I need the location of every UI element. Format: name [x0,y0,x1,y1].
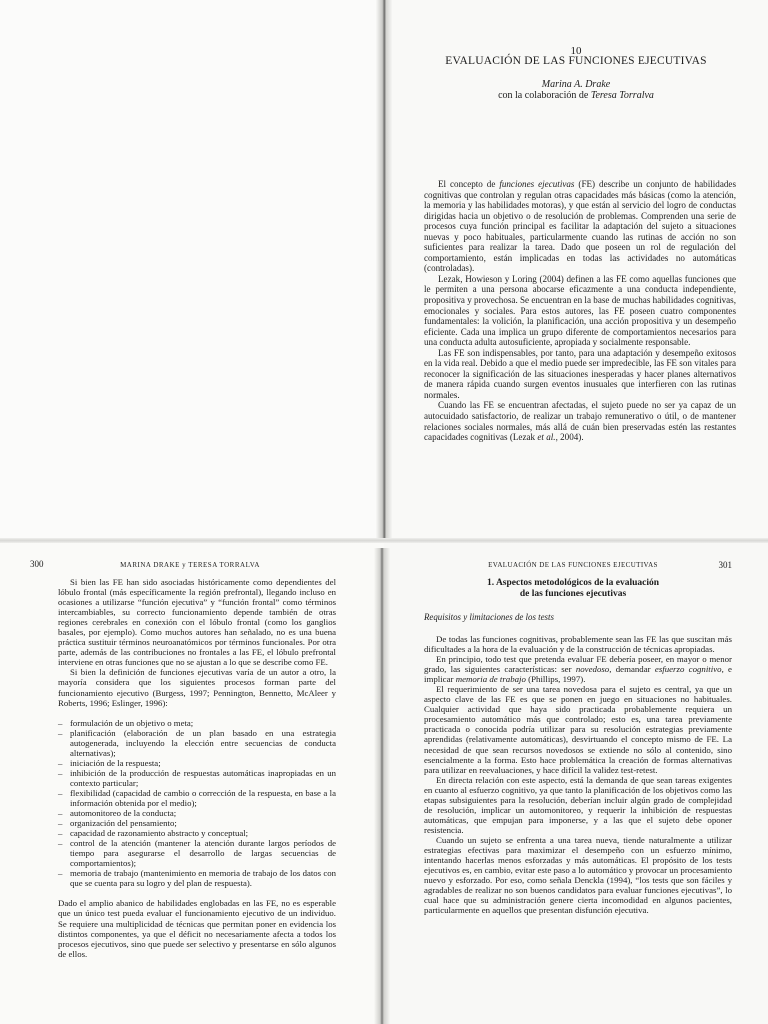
page-seam [0,538,768,543]
page-301 [384,540,768,1024]
blank-page [0,0,384,540]
chapter-number: 10 [570,45,582,57]
section-title-line: de las funciones ejecutivas [519,589,627,599]
list-item: – automonitoreo de la conducta; [58,808,336,818]
chapter-collaboration [384,90,768,101]
text-run: , e implicar [424,664,732,685]
text-run: , 2004). [555,432,584,443]
paragraph [424,654,732,684]
collab-prefix: con la colaboración de [498,90,591,101]
emphasis: funciones ejecutivas [499,179,575,189]
binding-gutter [374,548,390,1024]
paragraph: Dado el amplio abanico de habilidades englobadas en las FE, no es esperable que un único test pueda evaluar el funcionamiento ejecutivo de un individuo. Se requiere una multiplicidad de técnicas que permitan poner en evidencia los distintos componentes, ya que el déficit no necesariamente afecta a todos los procesos ejecutivos, sino que puede ser selectivo y presentarse en sólo algunos de ellos. [58,898,336,959]
page-300 [0,540,384,1024]
list-item: – formulación de un objetivo o meta; [58,718,336,728]
paragraph: Si bien las FE han sido asociadas históricamente como dependientes del lóbulo frontal (más específicamente la región prefrontal), llegando incluso en ocasiones a utilizarse “función ejecutiva” y “función frontal” como términos intercambiables, su correcto funcionamiento depende también de otras regiones cerebrales en conexión con el lóbulo frontal (como los ganglios basales, por ejemplo). Como muchos autores han señalado, no es una buena práctica sustituir términos neuroanatómicos por términos funcionales. Por otra parte, además de las contribuciones no frontales a las FE, el lóbulo prefrontal interviene en otras funciones que no se ajustan a lo que se describe como FE. [58,577,336,668]
paragraph [424,400,736,442]
list-item: – organización del pensamiento; [58,818,336,828]
list-item: – planificación (elaboración de un plan basado en una estrategia autogenerada, incluyendo la elección entre secuencias de conducta alternativas); [58,728,336,758]
list-item: – control de la atención (mantener la atención durante largos períodos de tiempo para asegurarse el desarrollo de largas secuencias de comportamientos); [58,838,336,868]
subsection-title: Requisitos y limitaciones de los tests [424,612,554,622]
list-item: – inhibición de la producción de respuestas automáticas inapropiadas en un contexto particular; [58,768,336,788]
section-title-line: 1. Aspectos metodológicos de la evaluación [486,578,660,588]
paragraph: El requerimiento de ser una tarea novedosa para el sujeto es central, ya que un aspecto clave de las FE es que se ponen en juego en situaciones no habituales. Cualquier actividad que haya sido practicada probablemente requiera un procesamiento automático más que controlado; esto es, una tarea previamente practicada o conocida podría utilizar para su resolución estrategias previamente aprendidas (relativamente automáticas), desvirtuando el concepto mismo de FE. La necesidad de que sean recursos novedosos se extiende no sólo al contenido, sino esencialmente a la forma. Esto hace problemática la creación de formas alternativas para utilizar en reevaluaciones, y hace difícil la validez test-retest. [424,684,732,775]
page-number: 301 [718,560,732,570]
text-run: El concepto de [438,179,500,189]
running-head-title: EVALUACIÓN DE LAS FUNCIONES EJECUTIVAS [488,561,658,569]
executive-processes-list [58,718,336,889]
list-item: – capacidad de razonamiento abstracto y conceptual; [58,828,336,838]
paragraph: En directa relación con este aspecto, está la demanda de que sean tareas exigentes en cuanto al esfuerzo cognitivo, ya que tanto la planificación de los objetivos como las etapas subsiguientes para la resolución, deberían incluir algún grado de complejidad de resolución, implicar un automonitoreo, y requerir la inhibición de respuestas automáticas, que empujan para imponerse, y a las que el sujeto debe oponer resistencia. [424,774,732,835]
chapter-title: EVALUACIÓN DE LAS FUNCIONES EJECUTIVAS [445,55,707,67]
text-run: , demandar [609,664,655,675]
text-run: En principio, todo test que pretenda evaluar FE debería poseer, en mayor o menor grado, las siguientes características: ser [424,654,732,675]
text-run: (FE) describe un conjunto de habilidades cognitivas que controlan y regulan otras capacidades más básicas (como la atención, la memoria y las habilidades motoras), y que están al servicio del logro de conductas dirigidas hacia un objetivo o de resolución de problemas. Comprenden una serie de procesos cuya función principal es facilitar la adaptación del sujeto a situaciones nuevas y poco habituales, particularmente cuando las rutinas de acción no son suficientes para realizar la tarea. Dado que poseen un rol de regulación del comportamiento, están implicadas en todas las actividades no automáticas (controladas). [424,179,736,274]
list-item: – iniciación de la respuesta; [58,758,336,768]
list-item: – flexibilidad (capacidad de cambio o corrección de la respuesta, en base a la información obtenida por el medio); [58,788,336,808]
chapter-intro-body [424,179,736,443]
running-head-title: MARINA DRAKE y TERESA TORRALVA [120,561,260,569]
emphasis: esfuerzo cognitivo [654,664,722,675]
section-title [414,578,732,600]
page-number: 300 [30,559,44,569]
paragraph: Cuando un sujeto se enfrenta a una tarea nueva, tiende naturalmente a utilizar estrategias efectivas para maximizar el desempeño con un esfuerzo mínimo, intentando hacerlas menos esforzadas y más automáticas. El propósito de los tests ejecutivos es, en cambio, evitar este paso a lo automático y provocar un procesamiento nuevo y esforzado. Por eso, como señala Denckla (1994), “los tests que son fáciles y agradables de realizar no son buenos candidatos para evaluar funciones ejecutivas”, lo cual hace que su administración genere cierta incomodidad en algunos pacientes, particularmente en aquellos que presentan disfunción ejecutiva. [424,834,732,916]
page-301-body [424,634,732,915]
paragraph: Las FE son indispensables, por tanto, para una adaptación y desempeño exitosos en la vida real. Debido a que el medio puede ser impredecible, las FE son vitales para reconocer la significación de las situaciones inesperadas y hacer planes alternativos de manera rápida cuando surgen eventos inusuales que interfieren con las rutinas normales. [424,347,736,400]
page-300-body [58,577,336,959]
collab-name: Teresa Torralva [590,90,654,101]
emphasis: memoria de trabajo [455,674,526,685]
text-run: (Phillips, 1997). [525,674,586,685]
paragraph: De todas las funciones cognitivas, probablemente sean las FE las que suscitan más dificultades a la hora de la evaluación y de la construcción de técnicas apropiadas. [424,634,732,655]
list-item: – memoria de trabajo (mantenimiento en memoria de trabajo de los datos con que se cuenta para su logro y del plan de respuesta). [58,868,336,888]
paragraph: Lezak, Howieson y Loring (2004) definen a las FE como aquellas funciones que le permiten a una persona abocarse eficazmente a una conducta independiente, propositiva y provechosa. Se encuentran en la base de muchas habilidades cognitivas, emocionales y sociales. Para estos autores, las FE poseen cuatro componentes fundamentales: la volición, la planificación, una acción propositiva y un desempeño eficiente. Cada una implica un grupo diferente de comportamientos necesarios para una conducta adulta autosuficiente, apropiada y socialmente responsable. [424,273,736,348]
chapter-opening-page [384,0,768,540]
emphasis: et al. [537,432,556,443]
binding-gutter [376,0,392,540]
paragraph: Si bien la definición de funciones ejecutivas varía de un autor a otro, la mayoría considera que los siguientes procesos forman parte del funcionamiento ejecutivo (Burgess, 1997; Pennington, Bennetto, McAleer y Roberts, 1996; Eslinger, 1996): [58,667,336,708]
paragraph [424,179,736,274]
chapter-author: Marina A. Drake [541,79,611,90]
text-run: Cuando las FE se encuentran afectadas, el sujeto puede no ser ya capaz de un autocuidado satisfactorio, de realizar un trabajo remunerativo o útil, o de mantener relaciones sociales normales, más allá de cuán bien preservadas estén las restantes capacidades cognitivas (Lezak [424,400,736,443]
emphasis: novedoso [575,664,610,675]
